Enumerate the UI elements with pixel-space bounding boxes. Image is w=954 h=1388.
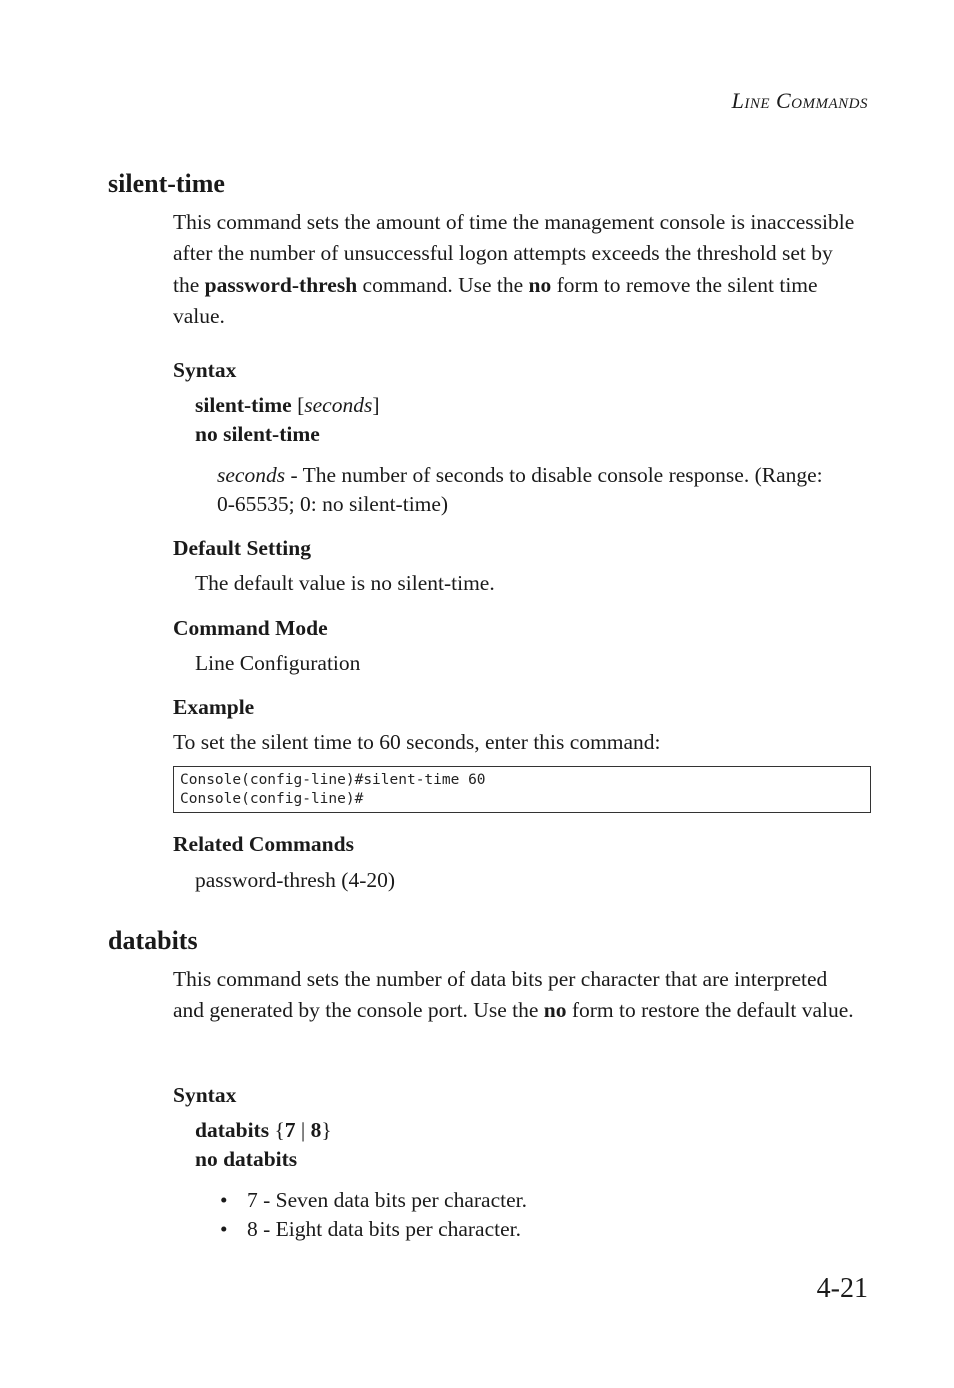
databits-options-list — [220, 1186, 527, 1244]
page-number: 4-21 — [816, 1273, 868, 1304]
list-item: • 8 - Eight data bits per character. — [220, 1215, 527, 1244]
syntax-line-no-silent-time: no silent-time — [195, 422, 320, 446]
code-line: Console(config-line)# — [180, 791, 364, 807]
command-mode-heading: Command Mode — [173, 616, 328, 640]
param-seconds-description: seconds - The number of seconds to disable console response. (Range: 0-65535; 0: no silent-time) — [217, 463, 823, 516]
default-setting-heading: Default Setting — [173, 536, 311, 560]
silent-time-description: This command sets the amount of time the management console is inaccessible after the number of unsuccessful logon attempts exceeds the threshold set by the password-thresh command. Use the no form to remove the silent time value. — [173, 210, 855, 328]
example-heading: Example — [173, 695, 255, 719]
default-setting-text: The default value is no silent-time. — [195, 571, 495, 595]
syntax-line-no-databits: no databits — [195, 1147, 298, 1171]
section-title-silent-time: silent-time — [108, 169, 225, 198]
code-example — [173, 766, 871, 813]
syntax-heading: Syntax — [173, 358, 237, 382]
bullet-icon: • — [220, 1188, 228, 1212]
syntax-line-silent-time: silent-time [seconds] — [195, 393, 380, 417]
syntax-heading-databits: Syntax — [173, 1083, 237, 1107]
related-commands-text: password-thresh (4-20) — [195, 868, 396, 892]
related-commands-heading: Related Commands — [173, 832, 354, 856]
databits-description: This command sets the number of data bits per character that are interpreted and generated by the console port. Use the no form to restore the default value. — [173, 967, 854, 1023]
bullet-icon: • — [220, 1217, 228, 1241]
code-line: Console(config-line)#silent-time 60 — [180, 772, 486, 788]
section-title-databits: databits — [108, 926, 198, 955]
running-header: Line Commands — [731, 88, 868, 113]
list-item: • 7 - Seven data bits per character. — [220, 1186, 527, 1215]
command-mode-text: Line Configuration — [195, 651, 361, 675]
example-text: To set the silent time to 60 seconds, enter this command: — [173, 730, 661, 754]
syntax-line-databits: databits {7 | 8} — [195, 1118, 332, 1142]
